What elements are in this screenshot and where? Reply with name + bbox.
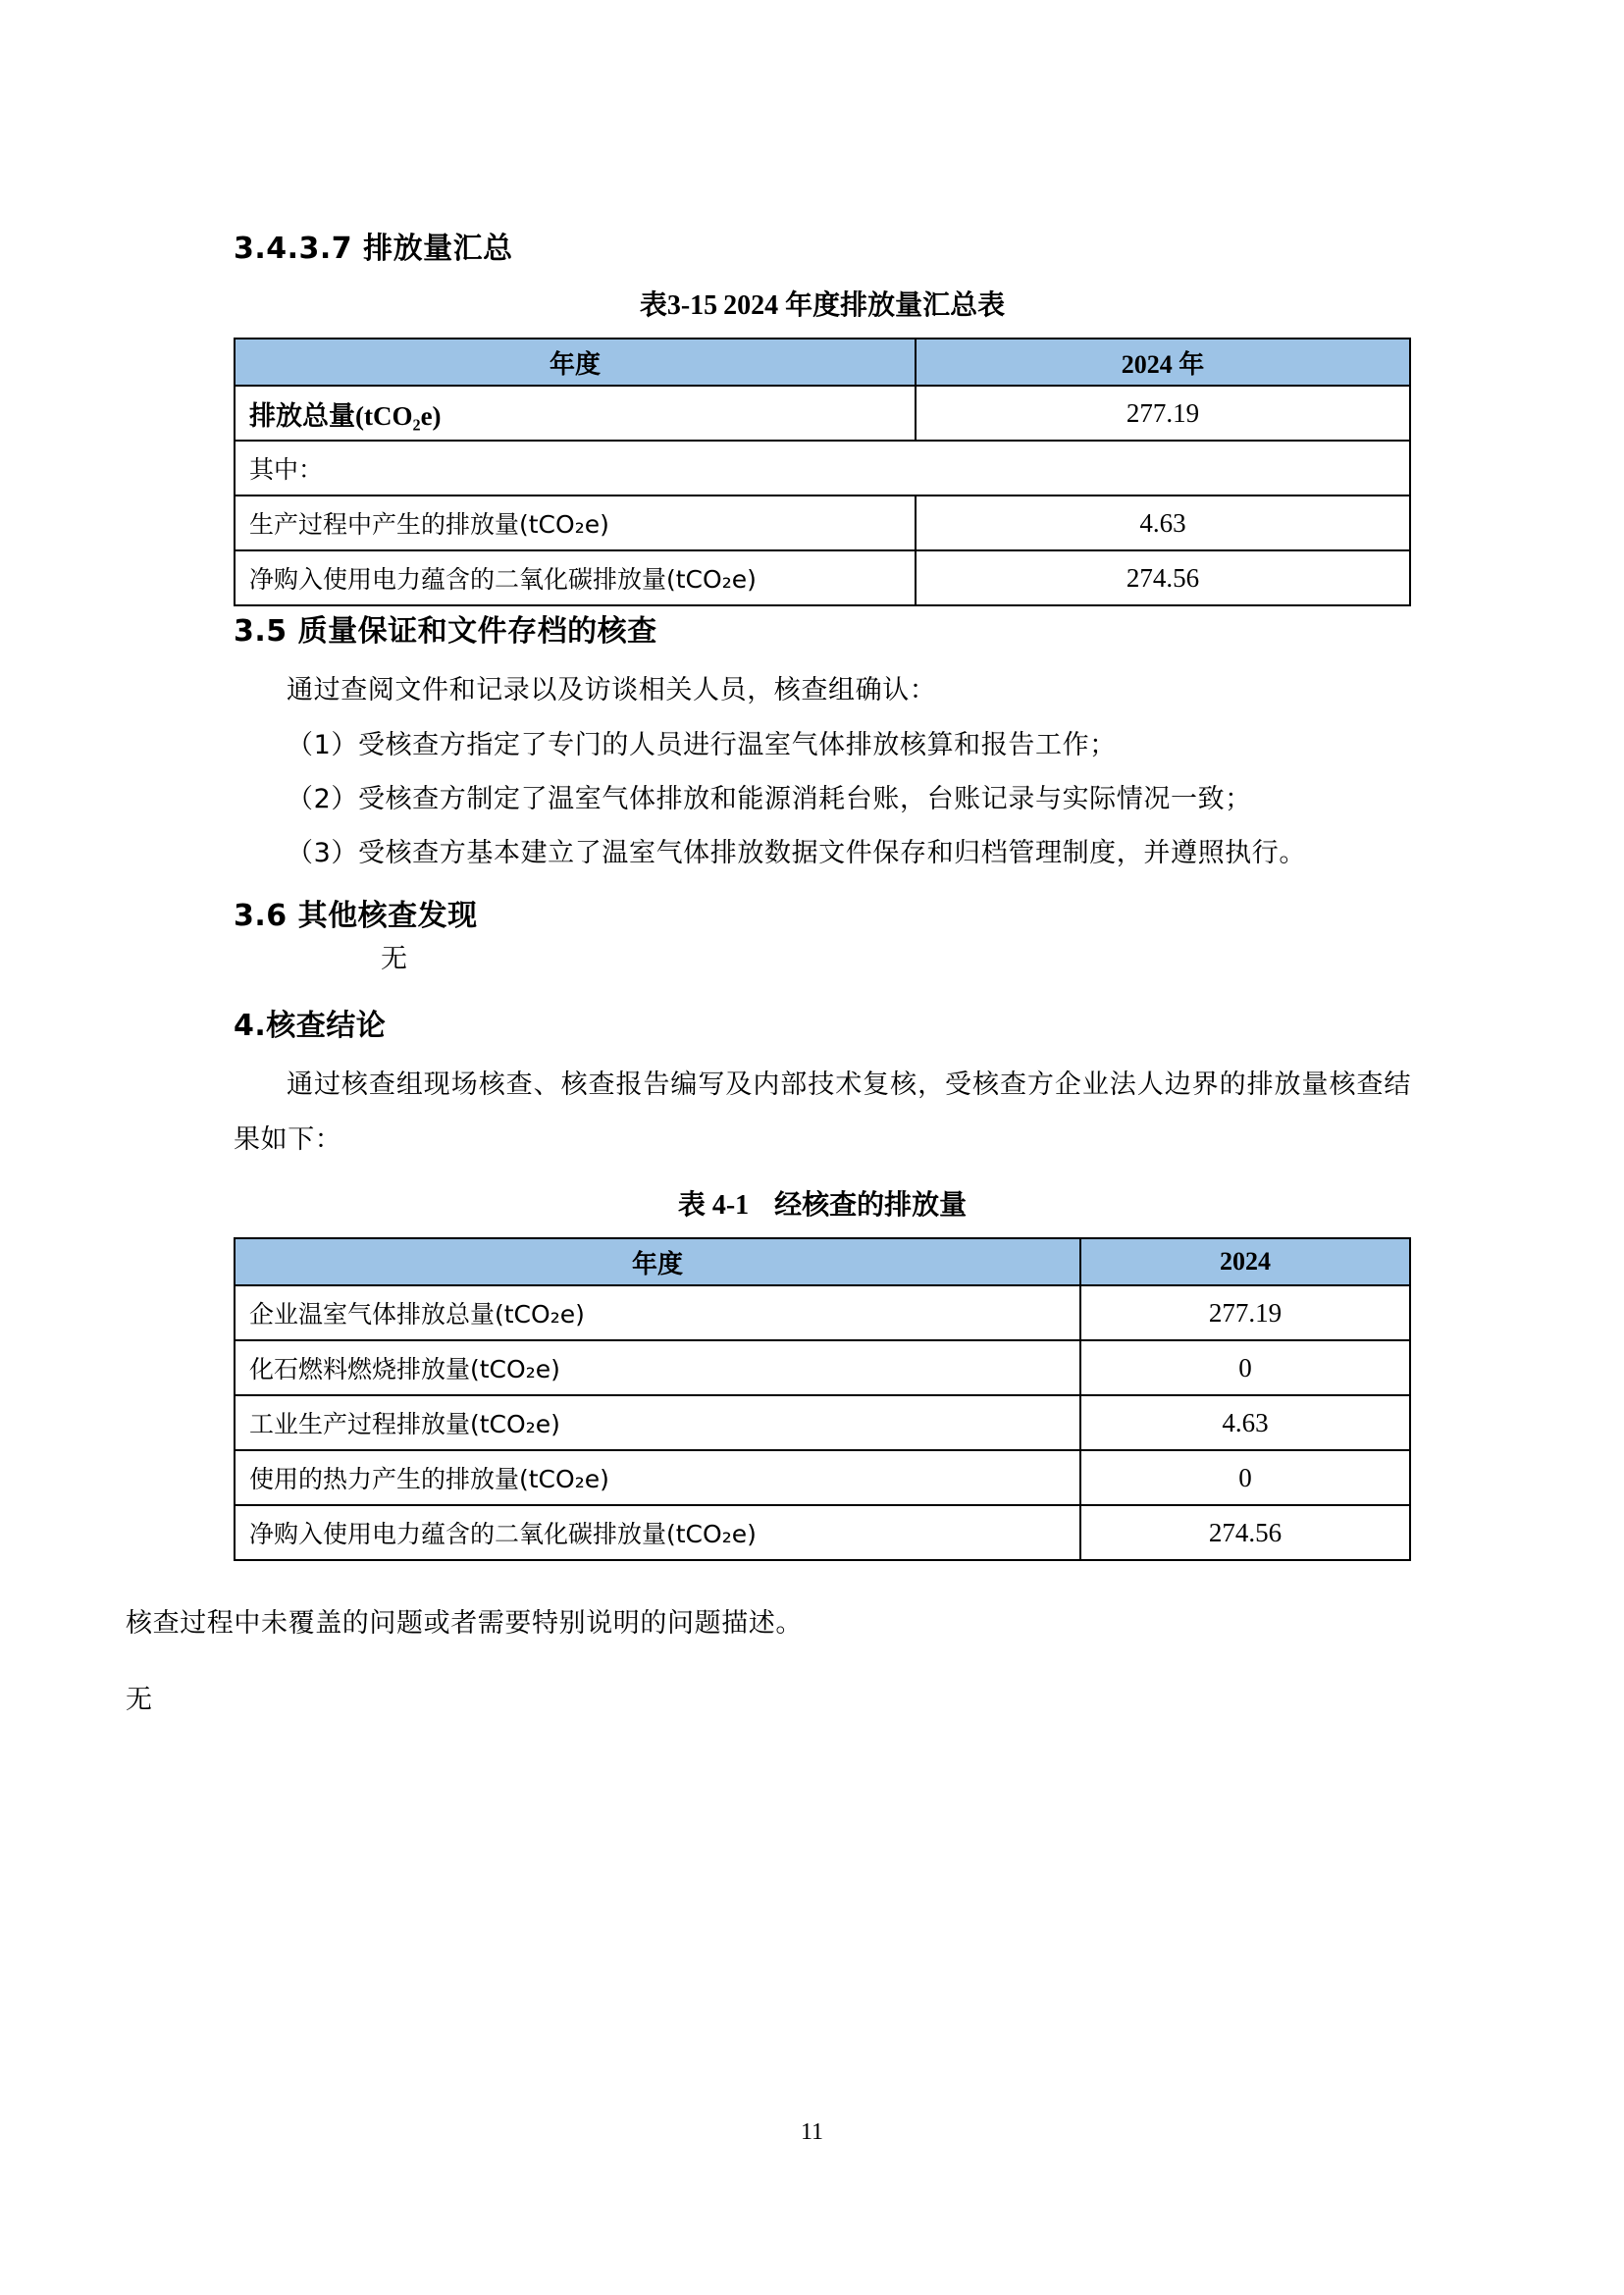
table-4-1-row-0-value: 277.19 <box>1080 1285 1410 1340</box>
paragraph-qa-intro: 通过查阅文件和记录以及访谈相关人员，核查组确认： <box>287 675 937 706</box>
table-4-1-row-3-label: 使用的热力产生的排放量(tCO₂e) <box>235 1450 1080 1505</box>
table-4-1-row-1-value: 0 <box>1080 1340 1410 1395</box>
table-4-1-caption <box>234 1188 1411 1224</box>
table-4-1-caption-prefix: 表 4-1 <box>677 1189 750 1221</box>
table-4-1 <box>234 1237 1411 1561</box>
table-4-1-row-1-label: 化石燃料燃烧排放量(tCO₂e) <box>235 1340 1080 1395</box>
table-row <box>235 1505 1410 1560</box>
paragraph-closing-answer: 无 <box>126 1684 153 1715</box>
table-3-15-row-0-label: 排放总量(tCO₂e) <box>235 386 916 441</box>
table-3-15-caption <box>234 288 1411 324</box>
table-row <box>235 1395 1410 1450</box>
table-3-15 <box>234 338 1411 606</box>
table-3-15-row-0-value: 277.19 <box>916 386 1410 441</box>
table-3-15-row-2-label: 生产过程中产生的排放量(tCO₂e) <box>235 496 916 550</box>
table-4-1-header-2024: 2024 <box>1080 1238 1410 1285</box>
table-3-15-row-3-value: 274.56 <box>916 550 1410 605</box>
table-row <box>235 550 1410 605</box>
paragraph-conclusion-intro: 通过核查组现场核查、核查报告编写及内部技术复核，受核查方企业法人边界的排放量核查结果如下： <box>234 1069 1411 1155</box>
paragraph-closing-note: 核查过程中未覆盖的问题或者需要特别说明的问题描述。 <box>126 1608 803 1640</box>
table-row <box>235 1450 1410 1505</box>
table-3-15-caption-main: 2024 年度排放量汇总表 <box>723 290 1006 321</box>
heading-3-6: 3.6 其他核查发现 <box>234 898 478 933</box>
page-number: 11 <box>800 2119 824 2145</box>
heading-3-5: 3.5 质量保证和文件存档的核查 <box>234 614 657 650</box>
heading-3-4-3-7: 3.4.3.7 排放量汇总 <box>234 232 513 266</box>
table-row <box>235 496 1410 550</box>
page-content <box>126 0 1411 1727</box>
heading-4: 4.核查结论 <box>234 1009 387 1044</box>
table-4-1-row-2-value: 4.63 <box>1080 1395 1410 1450</box>
table-3-15-caption-prefix: 表3-15 <box>639 290 718 321</box>
table-4-1-row-3-value: 0 <box>1080 1450 1410 1505</box>
paragraph-qa-item-2: （2）受核查方制定了温室气体排放和能源消耗台账，台账记录与实际情况一致； <box>287 784 1252 815</box>
table-3-15-row-1-label: 其中： <box>235 441 1410 496</box>
table-3-15-header-2024: 2024 年 <box>916 339 1410 386</box>
paragraph-qa-item-3: （3）受核查方基本建立了温室气体排放数据文件保存和归档管理制度，并遵照执行。 <box>287 838 1306 869</box>
table-4-1-header-row <box>235 1238 1410 1285</box>
paragraph-qa-item-1: （1）受核查方指定了专门的人员进行温室气体排放核算和报告工作； <box>287 729 1117 760</box>
table-3-15-row-3-label: 净购入使用电力蕴含的二氧化碳排放量(tCO₂e) <box>235 550 916 605</box>
table-3-15-header-row <box>235 339 1410 386</box>
table-row <box>235 441 1410 496</box>
table-4-1-row-0-label: 企业温室气体排放总量(tCO₂e) <box>235 1285 1080 1340</box>
table-3-15-row-2-value: 4.63 <box>916 496 1410 550</box>
table-row <box>235 1285 1410 1340</box>
table-4-1-header-year: 年度 <box>235 1238 1080 1285</box>
paragraph-3-6-body: 无 <box>381 943 408 974</box>
table-3-15-header-year: 年度 <box>235 339 916 386</box>
table-4-1-caption-main: 经核查的排放量 <box>774 1189 968 1221</box>
table-4-1-row-2-label: 工业生产过程排放量(tCO₂e) <box>235 1395 1080 1450</box>
table-4-1-row-4-label: 净购入使用电力蕴含的二氧化碳排放量(tCO₂e) <box>235 1505 1080 1560</box>
table-row <box>235 1340 1410 1395</box>
table-4-1-row-4-value: 274.56 <box>1080 1505 1410 1560</box>
table-row <box>235 386 1410 441</box>
